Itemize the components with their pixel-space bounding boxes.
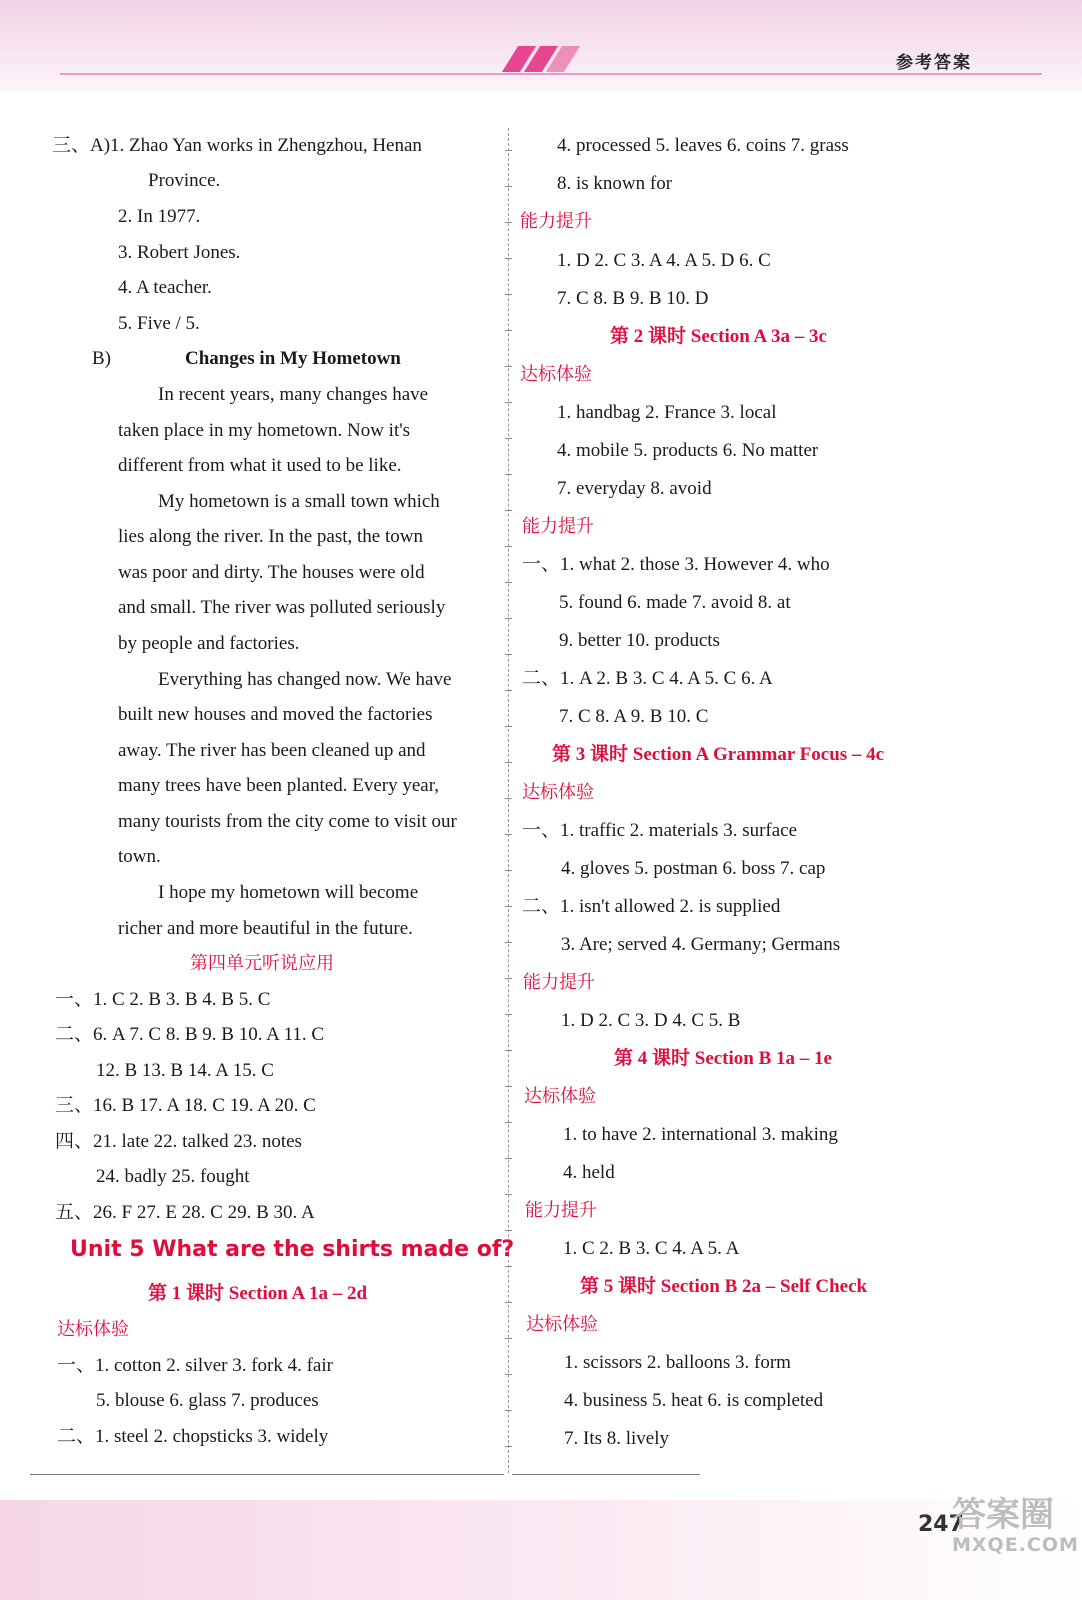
divider-tick xyxy=(505,654,512,655)
section-heading: 达标体验 xyxy=(526,1314,598,1335)
answer-line: 4. business 5. heat 6. is completed xyxy=(564,1390,824,1411)
divider-tick xyxy=(505,474,512,475)
section-label: B) xyxy=(92,348,111,369)
answer-line: 5. blouse 6. glass 7. produces xyxy=(96,1390,319,1411)
answer-line: 1. D 2. C 3. D 4. C 5. B xyxy=(561,1010,741,1031)
answer-line: 4. held xyxy=(563,1162,615,1183)
essay-line: many tourists from the city come to visit our xyxy=(118,811,457,832)
divider-tick xyxy=(505,1050,512,1051)
essay-title: Changes in My Hometown xyxy=(185,348,401,369)
divider-tick xyxy=(505,762,512,763)
divider-tick xyxy=(505,258,512,259)
answer-line: 4. A teacher. xyxy=(118,277,212,298)
answer-line: 一、1. traffic 2. materials 3. surface xyxy=(522,820,798,841)
answer-line: 4. mobile 5. products 6. No matter xyxy=(557,440,819,461)
section-heading: 能力提升 xyxy=(522,516,594,537)
answer-line: 三、16. B 17. A 18. C 19. A 20. C xyxy=(55,1095,316,1116)
answer-line: 4. gloves 5. postman 6. boss 7. cap xyxy=(561,858,826,879)
essay-line: In recent years, many changes have xyxy=(158,384,429,405)
divider-tick xyxy=(505,978,512,979)
essay-line: built new houses and moved the factories xyxy=(118,704,433,725)
divider-tick xyxy=(505,906,512,907)
divider-tick xyxy=(505,1266,512,1267)
answer-line: 24. badly 25. fought xyxy=(96,1166,250,1187)
divider-tick xyxy=(505,942,512,943)
section-heading: 达标体验 xyxy=(520,364,592,385)
lesson-heading: 第 5 课时 Section B 2a – Self Check xyxy=(580,1276,868,1297)
divider-tick xyxy=(505,834,512,835)
divider-tick xyxy=(505,294,512,295)
lesson-heading: 第 2 课时 Section A 3a – 3c xyxy=(610,326,827,347)
divider-tick xyxy=(505,1086,512,1087)
divider-tick xyxy=(505,1446,512,1447)
answer-line: 三、A)1. Zhao Yan works in Zhengzhou, Henan xyxy=(52,135,422,156)
divider-tick xyxy=(505,1122,512,1123)
answer-line: 5. found 6. made 7. avoid 8. at xyxy=(559,592,791,613)
divider-tick xyxy=(505,798,512,799)
lesson-heading: 第 3 课时 Section A Grammar Focus – 4c xyxy=(552,744,885,765)
essay-line: away. The river has been cleaned up and xyxy=(118,740,426,761)
answer-line: 一、1. what 2. those 3. However 4. who xyxy=(522,554,830,575)
answer-line: 二、1. A 2. B 3. C 4. A 5. C 6. A xyxy=(522,668,773,689)
divider-tick xyxy=(505,1410,512,1411)
divider-tick xyxy=(505,1158,512,1159)
essay-line: richer and more beautiful in the future. xyxy=(118,918,413,939)
essay-line: many trees have been planted. Every year, xyxy=(118,775,440,796)
answer-line: 1. C 2. B 3. C 4. A 5. A xyxy=(563,1238,740,1259)
divider-tick xyxy=(505,1014,512,1015)
lesson-heading: 第 4 课时 Section B 1a – 1e xyxy=(614,1048,832,1069)
watermark xyxy=(952,1496,1079,1556)
divider-tick xyxy=(505,726,512,727)
page-number: 247 xyxy=(918,1512,964,1537)
answer-line: 12. B 13. B 14. A 15. C xyxy=(96,1060,274,1081)
essay-line: was poor and dirty. The houses were old xyxy=(118,562,425,583)
divider-tick xyxy=(505,1374,512,1375)
essay-line: lies along the river. In the past, the town xyxy=(118,526,423,547)
divider-tick xyxy=(505,222,512,223)
section-heading: 达标体验 xyxy=(524,1086,596,1107)
answer-line: 9. better 10. products xyxy=(559,630,720,651)
essay-line: taken place in my hometown. Now it's xyxy=(118,420,411,441)
answer-line: 7. C 8. A 9. B 10. C xyxy=(559,706,709,727)
section-heading: 能力提升 xyxy=(520,211,592,232)
answer-line: 四、21. late 22. talked 23. notes xyxy=(55,1131,302,1152)
answer-line: 7. everyday 8. avoid xyxy=(557,478,712,499)
answer-line: 1. scissors 2. balloons 3. form xyxy=(564,1352,791,1373)
answer-line: 8. is known for xyxy=(557,173,673,194)
divider-tick xyxy=(505,546,512,547)
answer-line: 7. Its 8. lively xyxy=(564,1428,670,1449)
answer-line: 2. In 1977. xyxy=(118,206,201,227)
divider-tick xyxy=(505,1302,512,1303)
answer-line: 一、1. cotton 2. silver 3. fork 4. fair xyxy=(57,1355,333,1376)
answer-line: 一、1. C 2. B 3. B 4. B 5. C xyxy=(55,989,271,1010)
bottom-rule-left xyxy=(30,1474,504,1475)
essay-line: different from what it used to be like. xyxy=(118,455,402,476)
answer-line: 1. D 2. C 3. A 4. A 5. D 6. C xyxy=(557,250,771,271)
answer-line: 1. to have 2. international 3. making xyxy=(563,1124,838,1145)
section-heading: 达标体验 xyxy=(522,782,594,803)
answer-line: 1. handbag 2. France 3. local xyxy=(557,402,777,423)
divider-tick xyxy=(505,330,512,331)
divider-tick xyxy=(505,1194,512,1195)
watermark-logo-text: 答案圈 xyxy=(952,1495,1054,1535)
header-rule xyxy=(60,73,1042,75)
answer-line: 5. Five / 5. xyxy=(118,313,200,334)
answer-line: 7. C 8. B 9. B 10. D xyxy=(557,288,709,309)
answer-line: Province. xyxy=(148,170,221,191)
answer-line: 4. processed 5. leaves 6. coins 7. grass xyxy=(557,135,849,156)
divider-tick xyxy=(505,186,512,187)
unit-title: Unit 5 What are the shirts made of? xyxy=(70,1237,515,1262)
answer-line: 3. Robert Jones. xyxy=(118,242,241,263)
essay-line: town. xyxy=(118,846,161,867)
divider-tick xyxy=(505,690,512,691)
bottom-rule-right xyxy=(512,1474,700,1475)
essay-line: My hometown is a small town which xyxy=(158,491,440,512)
divider-tick xyxy=(505,582,512,583)
divider-tick xyxy=(505,1338,512,1339)
answer-line: 五、26. F 27. E 28. C 29. B 30. A xyxy=(55,1202,315,1223)
answer-line: 二、1. isn't allowed 2. is supplied xyxy=(522,896,781,917)
essay-line: by people and factories. xyxy=(118,633,300,654)
essay-line: and small. The river was polluted seriously xyxy=(118,597,446,618)
header-title: 参考答案 xyxy=(896,53,972,73)
divider-tick xyxy=(505,150,512,151)
lesson-heading: 第 1 课时 Section A 1a – 2d xyxy=(148,1283,368,1304)
answer-line: 二、1. steel 2. chopsticks 3. widely xyxy=(57,1426,329,1447)
divider-tick xyxy=(505,438,512,439)
essay-line: I hope my hometown will become xyxy=(158,882,419,903)
section-heading: 能力提升 xyxy=(525,1200,597,1221)
answer-line: 二、6. A 7. C 8. B 9. B 10. A 11. C xyxy=(55,1024,325,1045)
essay-line: Everything has changed now. We have xyxy=(158,669,452,690)
section-heading: 能力提升 xyxy=(523,972,595,993)
divider-tick xyxy=(505,402,512,403)
divider-tick xyxy=(505,366,512,367)
divider-tick xyxy=(505,1230,512,1231)
section-heading: 第四单元听说应用 xyxy=(190,953,334,974)
watermark-domain: MXQE.COM xyxy=(952,1534,1079,1556)
answer-line: 3. Are; served 4. Germany; Germans xyxy=(561,934,841,955)
divider-tick xyxy=(505,870,512,871)
divider-tick xyxy=(505,510,512,511)
section-heading: 达标体验 xyxy=(57,1319,129,1340)
divider-tick xyxy=(505,618,512,619)
